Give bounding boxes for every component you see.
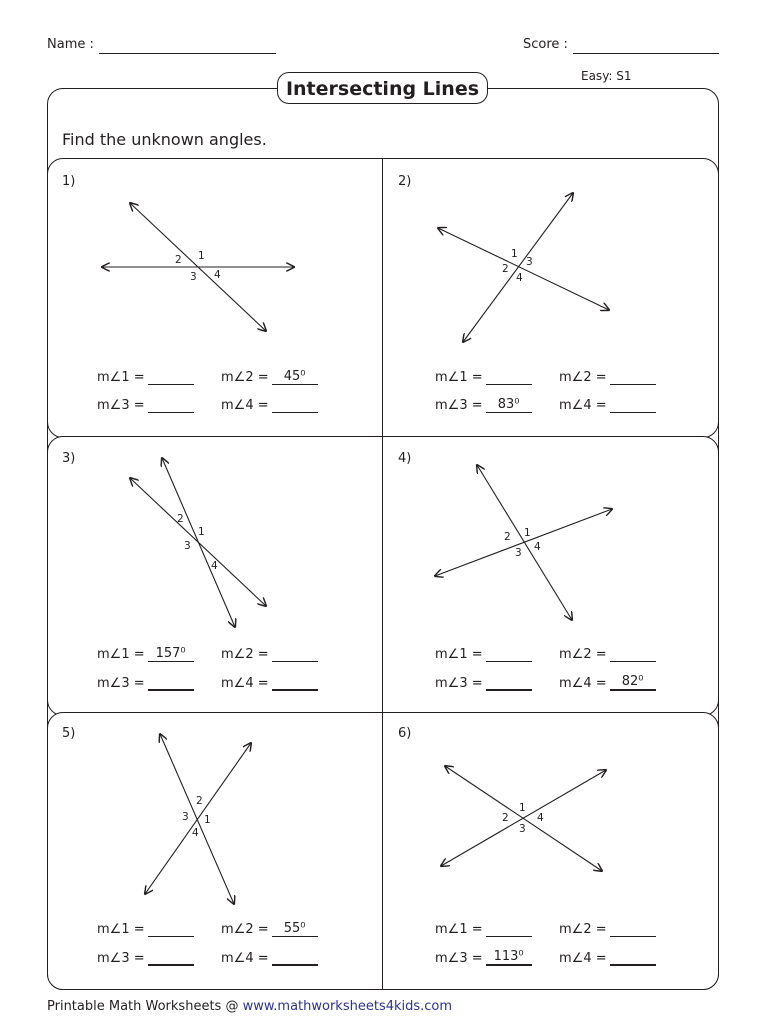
worksheet-title: Intersecting Lines: [277, 72, 488, 104]
angle-label: 3: [184, 540, 191, 552]
answer-label: m∠3 =: [97, 951, 145, 966]
angle-label: 1: [519, 802, 526, 814]
answer-label: m∠2 =: [559, 370, 607, 385]
angle-label: 2: [175, 254, 182, 266]
angle-label: 4: [211, 560, 218, 572]
answer-label: m∠4 =: [559, 951, 607, 966]
angle-label: 4: [534, 541, 541, 553]
answer-angle-1: [435, 922, 532, 937]
name-label: Name :: [47, 37, 94, 52]
answer-label: m∠4 =: [221, 676, 269, 691]
angle-label: 2: [502, 263, 509, 275]
angle-label: 1: [198, 526, 205, 538]
answer-label: m∠1 =: [97, 370, 145, 385]
angle-label: 3: [190, 271, 197, 283]
angle-label: 3: [526, 256, 533, 268]
angle-label: 3: [182, 811, 189, 823]
angle-label: 1: [204, 814, 211, 826]
answer-angle-3: [435, 950, 532, 966]
answer-label: m∠1 =: [435, 370, 483, 385]
problem-number: 3): [62, 451, 76, 466]
answer-blank[interactable]: [486, 922, 532, 937]
instruction-text: Find the unknown angles.: [62, 130, 267, 149]
answer-label: m∠3 =: [97, 398, 145, 413]
angle-label: 1: [511, 248, 518, 260]
angle-label: 1: [524, 527, 531, 539]
line-b: [441, 770, 606, 866]
answer-label: m∠4 =: [221, 951, 269, 966]
answer-label: m∠4 =: [559, 398, 607, 413]
answer-label: m∠3 =: [435, 951, 483, 966]
score-label: Score :: [523, 37, 568, 52]
answer-label: m∠2 =: [221, 647, 269, 662]
angle-label: 2: [196, 795, 203, 807]
answer-label: m∠2 =: [221, 922, 269, 937]
footer-link[interactable]: www.mathworksheets4kids.com: [242, 999, 453, 1014]
answer-label: m∠1 =: [435, 647, 483, 662]
problem-number: 1): [62, 174, 76, 189]
answer-blank[interactable]: 82⁰: [610, 675, 656, 691]
answer-angle-2: [559, 922, 656, 937]
angle-label: 2: [502, 812, 509, 824]
answer-blank[interactable]: [610, 950, 656, 966]
angle-label: 4: [214, 269, 221, 281]
answer-label: m∠1 =: [97, 922, 145, 937]
answer-label: m∠2 =: [221, 370, 269, 385]
answer-blank[interactable]: 157⁰: [148, 647, 194, 662]
problem-number: 4): [398, 451, 412, 466]
problem-number: 2): [398, 174, 412, 189]
answer-label: m∠4 =: [221, 398, 269, 413]
answer-blank[interactable]: 55⁰: [272, 922, 318, 937]
answer-blank[interactable]: 83⁰: [486, 398, 532, 413]
angle-label: 4: [192, 827, 199, 839]
answer-blank[interactable]: 113⁰: [486, 950, 532, 966]
answer-angle-4: [559, 950, 656, 966]
answer-label: m∠2 =: [559, 647, 607, 662]
answer-label: m∠1 =: [435, 922, 483, 937]
answer-label: m∠4 =: [559, 676, 607, 691]
answer-label: m∠3 =: [435, 676, 483, 691]
angle-label: 2: [504, 531, 511, 543]
angle-label: 4: [516, 272, 523, 284]
answer-label: m∠3 =: [435, 398, 483, 413]
angle-label: 1: [198, 250, 205, 262]
angle-label: 3: [519, 823, 526, 835]
answer-label: m∠1 =: [97, 647, 145, 662]
footer-text: Printable Math Worksheets @: [47, 999, 243, 1014]
level-label: Easy: S1: [581, 69, 632, 83]
answer-label: m∠2 =: [559, 922, 607, 937]
problem-number: 6): [398, 726, 412, 741]
angle-label: 4: [537, 812, 544, 824]
angle-label: 2: [177, 513, 184, 525]
answer-blank[interactable]: [610, 922, 656, 937]
angle-label: 3: [515, 547, 522, 559]
answer-label: m∠3 =: [97, 676, 145, 691]
answer-blank[interactable]: 45⁰: [272, 370, 318, 385]
problem-number: 5): [62, 726, 76, 741]
